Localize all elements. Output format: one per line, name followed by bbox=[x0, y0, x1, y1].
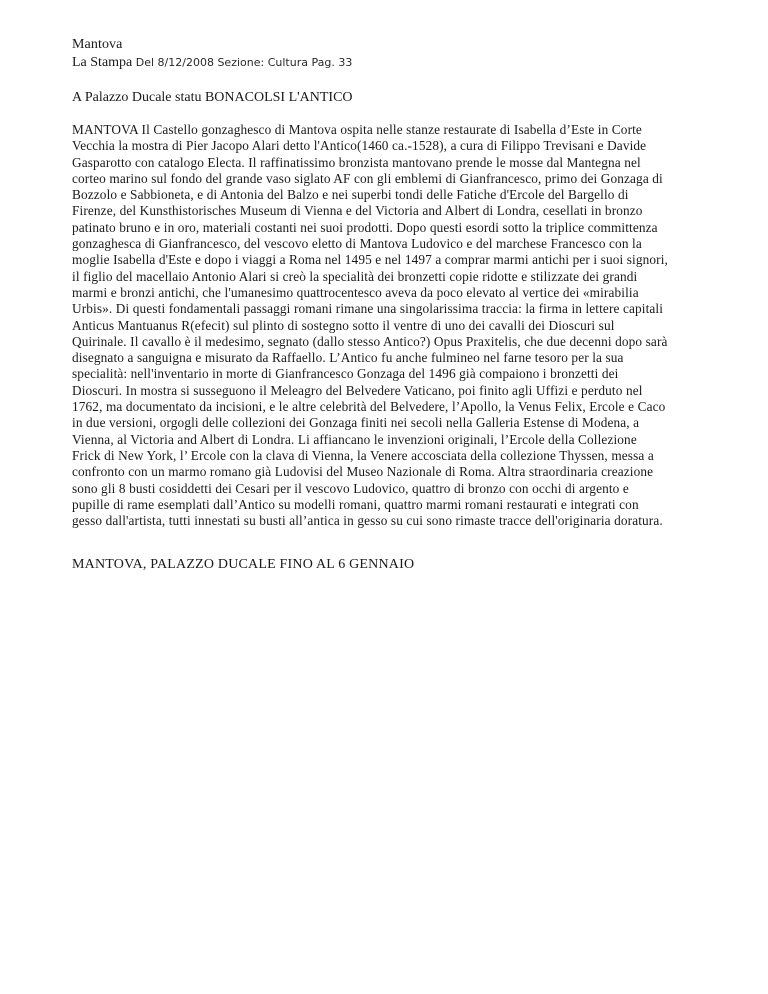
body-line: gonzaghesca di Gianfrancesco, del vescovo eletto di Mantova Ludovico e del marchese Francesco con la bbox=[72, 236, 642, 252]
body-line: MANTOVA Il Castello gonzaghesco di Mantova ospita nelle stanze restaurate di Isabella d’Este in Corte bbox=[72, 122, 642, 137]
body-line: confronto con un marmo romano già Ludovisi del Museo Nazionale di Roma. Altra straordinaria creazione bbox=[72, 464, 654, 480]
body-line: Anticus Mantuanus R(efecit) sul plinto di sostegno sotto il ventre di uno dei cavalli dei Dioscuri sul bbox=[72, 317, 615, 333]
body-line: in due versioni, orgogli delle collezioni dei Gonzaga finiti nei secoli nella Galleria Estense di Modena, a bbox=[72, 415, 640, 431]
body-line: Dioscuri. In mostra si susseguono il Meleagro del Belvedere Vaticano, poi finito agli Uffizi e perduto nel bbox=[72, 382, 643, 398]
source-line bbox=[72, 54, 352, 72]
body-line: sono gli 8 busti cosiddetti dei Cesari per il vescovo Ludovico, quattro di bronzo con occhi di argento e bbox=[72, 480, 629, 496]
body-line: moglie Isabella d'Este e dopo i viaggi a Roma nel 1495 e nel 1497 a comprar marmi antichi per i suoi signori, bbox=[72, 252, 668, 268]
body-line: Firenze, del Kunsthistorisches Museum di Vienna e del Victoria and Albert di Londra, cesellati in bronzo bbox=[72, 203, 643, 219]
body-line: 1762, ma documentato da incisioni, e le altre celebrità del Belvedere, l’Apollo, la Venus Felix, Ercole e Caco bbox=[72, 399, 666, 415]
body-line: Vienna, al Victoria and Albert di Londra. Li affiancano le invenzioni originali, l’Ercole della Collezione bbox=[72, 431, 637, 447]
body-line: patinato bruno e in oro, materiali costanti nei suoi prodotti. Dopo questi esordi sotto la triplice committenza bbox=[72, 219, 658, 235]
body-line: Bozzolo e Sabbioneta, e di Antonia del Balzo e nei superbi tondi delle Fatiche d'Ercole del Bargello di bbox=[72, 187, 629, 203]
body-line: il figlio del macellaio Antonio Alari si creò la specialità dei bronzetti copie ridotte e stilizzate dei grandi bbox=[72, 268, 638, 284]
body-line: disegnato a sanguigna e misurato da Raffaello. L’Antico fu anche fulmineo nel farne tesoro per la sua bbox=[72, 350, 624, 366]
exhibition-footer: MANTOVA, PALAZZO DUCALE FINO AL 6 GENNAIO bbox=[72, 557, 415, 572]
article-header bbox=[72, 37, 352, 72]
body-line: gesso dall'artista, tutti innestati su busti all’antica in gesso su cui sono rimaste tracce dell'originaria doratura. bbox=[72, 513, 663, 529]
city-label: Mantova bbox=[72, 37, 123, 52]
body-line: Vecchia la mostra di Pier Jacopo Alari detto l'Antico(1460 ca.-1528), a cura di Filippo Trevisani e Davide bbox=[72, 138, 647, 154]
publication-meta: Del 8/12/2008 Sezione: Cultura Pag. 33 bbox=[135, 56, 353, 69]
article-headline: A Palazzo Ducale statu BONACOLSI L'ANTICO bbox=[72, 90, 353, 105]
body-line: Quirinale. Il cavallo è il medesimo, segnato (dallo stesso Antico?) Opus Praxitelis, che due decenni dopo sarà bbox=[72, 333, 668, 349]
body-line: Gasparotto con catalogo Electa. Il raffinatissimo bronzista mantovano prende le mosse dal Mantegna nel bbox=[72, 154, 641, 170]
body-line: Urbis». Di questi fondamentali passaggi romani rimane una singolarissima traccia: la firma in lettere capitali bbox=[72, 301, 664, 317]
body-line: pupille di rame esemplati dall’Antico su modelli romani, quattro marmi romani restaurati e integrati con bbox=[72, 496, 639, 512]
newspaper-name: La Stampa bbox=[72, 55, 133, 70]
body-line: specialità: nell'inventario in morte di Gianfrancesco Gonzaga del 1496 già compaiono i bronzetti dei bbox=[72, 366, 619, 382]
body-line: corteo marino sul fondo del grande vaso siglato AF con gli emblemi di Gianfrancesco, primo dei Gonzaga di bbox=[72, 170, 663, 186]
body-line: marmi e bronzi antichi, che l'umanesimo quattrocentesco aveva da poco elevato al vertice dei «mirabilia bbox=[72, 284, 639, 300]
body-line: Frick di New York, l’ Ercole con la clava di Vienna, la Venere accosciata della collezione Thyssen, messa a bbox=[72, 447, 654, 463]
article-body bbox=[72, 122, 742, 529]
